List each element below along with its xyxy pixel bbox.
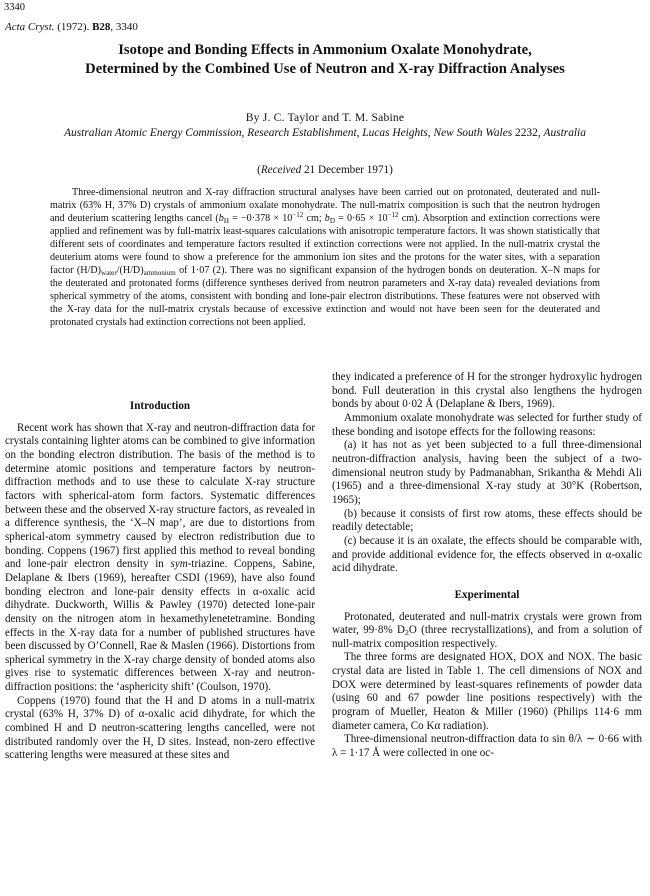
abstract-ratio: /(H/D)	[116, 264, 144, 276]
journal-name: Acta Cryst.	[5, 21, 55, 33]
left-column	[5, 400, 315, 763]
abstract	[50, 187, 600, 329]
received-value: 21 December 1971	[301, 164, 390, 176]
abstract-text: Three-dimensional neutron and X-ray diffraction structural analyses have been carried out on protonated, deuterated and null-matrix (63% H, 37% D) crystals of ammonium oxalate monohydrate. The null-matrix composition is such that the neutron hydrogen and deuterium scattering lengths cancel ($b_H = -0\cdot 378 \times 10^{-12}$ cm; $b_D = 0\cdot 65 \times 10^{-12}$ cm). Absorption and extinction corrections were applied and refinement was by full-matrix least-squares calculations with anisotropic temperature factors. It was shown statistically that different sets of coordinates and temperature factors resulted if extinction corrections were not applied. In the null-matrix crystal the deuterium atoms were found to show a preference for the ammonium ion sites and the protons for the water sites, with a separation factor $(H/D)_{water}/(H/D)_{ammonium}$ of 1·07 (2). There was no significant expansion of the hydrogen bonds on deuteration. X–N maps for the deuterated and protonated forms (difference syntheses derived from neutron parameters and X-ray data) revealed deviations from spherical symmetry of the atoms, consistent with bonding and lone-pair electron distributions. These features were not observed with the X-ray data for the null-matrix crystals because of excessive extinction and would not have been seen for the deuterated and protonated crystals had extinction corrections not been applied.	[50, 187, 600, 328]
reason-b-text: because it consists of first row atoms, these effects should be readily detectable;	[332, 507, 642, 534]
received-label: Received	[260, 164, 302, 176]
b-h-exp: −12	[292, 210, 304, 219]
reason-c-label: (c)	[344, 534, 357, 547]
intro-paragraph-1	[5, 422, 315, 695]
b-d-symbol: b	[324, 212, 330, 224]
section-heading-experimental: Experimental	[454, 588, 520, 601]
title-line-1: Isotope and Bonding Effects in Ammonium Oxalate Monohydrate,	[118, 42, 532, 58]
b-h-sub: H	[223, 216, 229, 225]
sub-ammonium: ammonium	[143, 268, 176, 277]
section-gap	[332, 576, 642, 589]
affiliation-institution: Australian Atomic Energy Commission, Research Establishment, Lucas Heights, New South Wales	[64, 127, 513, 139]
experimental-paragraph-3: Three-dimensional neutron-diffraction data to sin θ/λ ∼ 0·66 with λ = 1·17 Å were collected in one oc-	[332, 733, 642, 760]
journal-page: , 3340	[110, 21, 138, 33]
abstract-part-2: cm). Absorption and extinction corrections were applied and refinement was by full-matrix least-squares calculations with anisotropic temperature factors. It was shown statistically that different sets of coordinates and temperature factors resulted if extinction corrections were not applied. In the null-matrix crystal the deuterium atoms were found to show a preference for the ammonium ion sites and the protons for the water sites, with a separation factor (H/D)	[50, 212, 600, 276]
reason-a	[332, 439, 642, 507]
paper-title	[0, 41, 650, 79]
intro-p1-b: -triazine. Coppens, Sabine, Delaplane & Ibers (1969), hereafter CSDI (1969), have also found bonding electron and lone-pair density effects in α-oxalic acid dihydrate. Duckworth, Willis & Pawley (1970) detected lone-pair density on the nitrogen atom in hexamethylenetetramine. Bonding effects in the X-ray data for a number of published structures have been discussed by O’Connell, Rae & Maslen (1966). Distortions from spherical symmetry in the X-ray charge density of bonded atoms also gives rise to systematic differences between X-ray and neutron-diffraction positions: the ‘asphericity shift’ (Coulson, 1970).	[5, 558, 315, 694]
reason-c-text: because it is an oxalate, the effects should be comparable with, and provide additional evidence for, the effects observed in α-oxalic acid dihydrate.	[332, 534, 642, 575]
section-heading-introduction: Introduction	[129, 400, 191, 412]
journal-volume: B28	[92, 21, 111, 33]
exp-p1-a: Protonated, deuterated and null-matrix crystals were grown from water, 99·8% D	[332, 610, 642, 637]
b-d-value: = 0·65 × 10	[334, 212, 388, 224]
journal-citation	[5, 21, 138, 33]
intro-paragraph-2: Coppens (1970) found that the H and D atoms in a null-matrix crystal (63% H, 37% D) of α-oxalic acid dihydrate, for which the combined H and D neutron-scattering lengths cancelled, were not distributed randomly over the H, D sites. Instead, non-zero effective scattering lengths were measured at these sites and	[5, 694, 315, 762]
exp-p1-b: O (three recrystallizations), and from a solution of null-matrix composition respectively.	[332, 624, 642, 650]
intro-continuation: they indicated a preference of H for the stronger hydroxylic hydrogen bond. Full deuteration in this crystal also lengthens the hydrogen bonds by about 0·02 Å (Delaplane & Ibers, 1969).	[332, 371, 642, 411]
reason-c	[332, 535, 642, 576]
right-column	[332, 371, 642, 761]
experimental-paragraph-2: The three forms are designated HOX, DOX and NOX. The basic crystal data are listed in Table 1. The cell dimensions of NOX and DOX were determined by least-squares refinements of powder data (using 60 and 67 powder line positions respectively) with the program of Mueller, Heaton & Miller (1960) (Philips 114·6 mm diameter camera, Co Kα radiation).	[332, 651, 642, 732]
affiliation-country: Australia	[543, 127, 586, 139]
b-d-sub: D	[329, 216, 335, 225]
abstract-part-1: Three-dimensional neutron and X-ray diffraction structural analyses have been carried out on protonated, deuterated and null-matrix (63% H, 37% D) crystals of ammonium oxalate monohydrate. The null-matrix composition is such that the neutron hydrogen and deuterium scattering lengths cancel	[50, 187, 600, 224]
authors: By J. C. Taylor and T. M. Sabine	[245, 111, 405, 124]
page-number: 3340	[4, 2, 25, 13]
title-line-2: Determined by the Combined Use of Neutron and X-ray Diffraction Analyses	[85, 61, 565, 77]
sub-water: water	[100, 268, 117, 277]
intro-p1-italic: sym	[170, 558, 188, 571]
reason-b	[332, 508, 642, 535]
experimental-paragraph-1	[332, 611, 642, 652]
b-d-exp: −12	[387, 210, 399, 219]
received-date: (Received 21 December 1971)	[257, 164, 393, 176]
exp-p1-sub: 2	[404, 628, 409, 638]
reasons-paragraph: Ammonium oxalate monohydrate was selected for further study of these bonding and isotope effects for the following reasons:	[332, 411, 642, 438]
reason-b-label: (b)	[344, 507, 357, 520]
intro-p1-a: Recent work has shown that X-ray and neutron-diffraction data for crystals containing lighter atoms can be combined to give information on the bonding electron distribution. The basis of the method is to determine atomic positions and temperature factors by neutron-diffraction methods and to use these to calculate X-ray structure factors with spherical-atom form factors. Systematic differences between these and the observed X-ray structure factors, as revealed in a difference synthesis, the ‘X–N map’, are due to distortions from spherical-atom symmetry caused by electron redistribution due to bonding. Coppens (1967) first applied this method to reveal bonding and lone-pair electron density in	[5, 421, 315, 571]
affiliation	[0, 127, 650, 139]
b-h-value: = −0·378 × 10	[228, 212, 293, 224]
abstract-part-3: of 1·07 (2). There was no significant expansion of the hydrogen bonds on deuteration. X–N maps for the deuterated and protonated forms (difference syntheses derived from neutron parameters and X-ray data) revealed deviations from spherical symmetry of the atoms, consistent with bonding and lone-pair electron distributions. These features were not observed with the X-ray data for the null-matrix crystals because of excessive extinction and would not have been seen for the deuterated and protonated crystals had extinction corrections not been applied.	[50, 264, 600, 328]
b-h-symbol: b	[218, 212, 224, 224]
affiliation-postcode: 2232,	[512, 127, 544, 139]
reason-a-text: it has not as yet been subjected to a full three-dimensional neutron-diffraction analysis, having been the subject of a two-dimensional neutron study by Padmanabhan, Srikantha & Mehdi Ali (1965) and a three-dimensional X-ray study at 30°K (Robertson, 1965);	[332, 439, 642, 506]
reason-a-label: (a)	[344, 439, 357, 452]
journal-year: (1972).	[54, 21, 93, 33]
